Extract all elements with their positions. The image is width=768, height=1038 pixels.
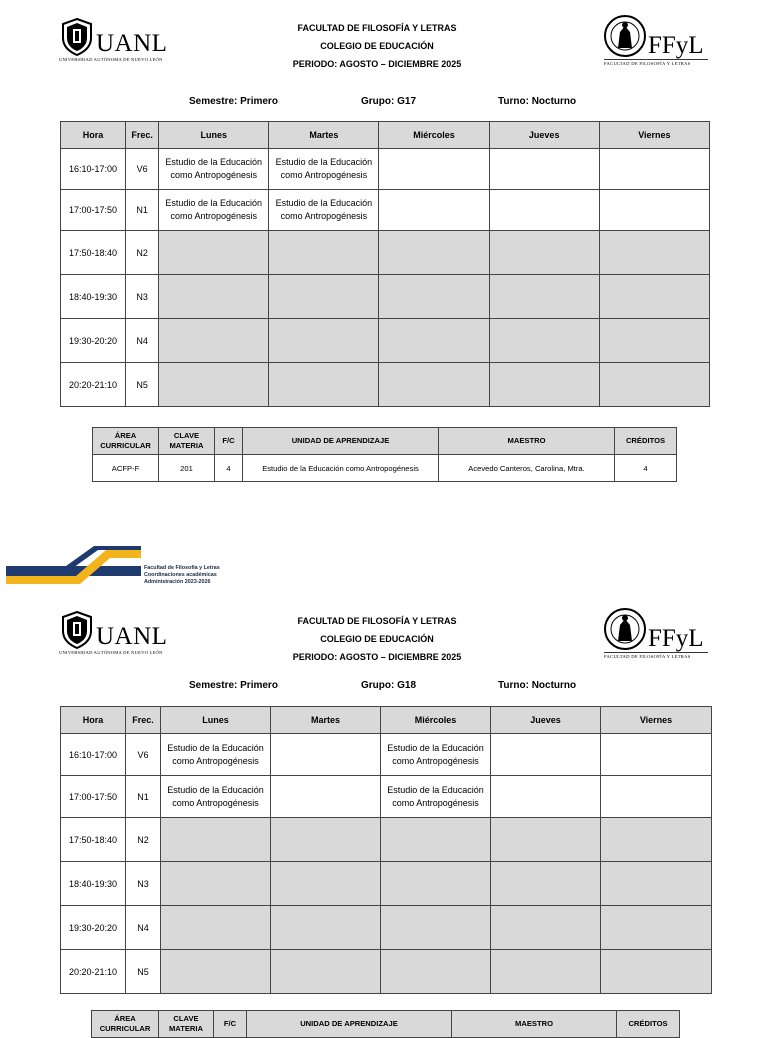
table-row <box>61 950 712 994</box>
uanl-logo <box>58 16 170 66</box>
empty-cell <box>161 818 271 862</box>
table-row <box>61 818 712 862</box>
time-cell: 17:00-17:50 <box>61 776 126 818</box>
time-cell: 17:50-18:40 <box>61 818 126 862</box>
time-cell: 18:40-19:30 <box>61 862 126 906</box>
ffyl-divider <box>604 59 708 60</box>
time-cell: 19:30-20:20 <box>61 906 126 950</box>
empty-cell <box>601 950 712 994</box>
empty-cell <box>271 818 381 862</box>
empty-cell <box>271 906 381 950</box>
table-row <box>61 862 712 906</box>
class-cell: Estudio de la Educación como Antropogénesis <box>269 190 379 231</box>
col-header-area: ÁREA CURRICULAR <box>92 1011 159 1038</box>
table-row <box>61 275 710 319</box>
freq-cell: N2 <box>126 231 159 275</box>
key-cell: 201 <box>159 455 215 482</box>
empty-cell <box>379 231 489 275</box>
banner-line-3: Administración 2023-2026 <box>144 579 211 585</box>
empty-cell <box>159 363 269 407</box>
col-header-jueves: Jueves <box>489 122 599 149</box>
empty-cell <box>271 862 381 906</box>
uanl-subtitle: UNIVERSIDAD AUTÓNOMA DE NUEVO LEÓN <box>59 57 163 62</box>
col-header-maestro: MAESTRO <box>439 428 615 455</box>
freq-cell: N1 <box>126 776 161 818</box>
empty-cell <box>491 906 601 950</box>
subject-header-row <box>92 1011 680 1038</box>
uanl-shield-icon <box>60 18 94 56</box>
empty-cell <box>269 275 379 319</box>
time-cell: 18:40-19:30 <box>61 275 126 319</box>
empty-cell <box>491 818 601 862</box>
class-cell: Estudio de la Educación como Antropogénesis <box>381 776 491 818</box>
ffyl-subtitle: FACULTAD DE FILOSOFÍA Y LETRAS <box>604 654 691 659</box>
empty-cell <box>271 776 381 818</box>
time-cell: 19:30-20:20 <box>61 319 126 363</box>
empty-cell <box>379 149 489 190</box>
ffyl-seal-icon <box>603 607 647 651</box>
empty-cell <box>599 149 709 190</box>
time-cell: 17:50-18:40 <box>61 231 126 275</box>
class-cell: Estudio de la Educación como Antropogénesis <box>161 734 271 776</box>
schedule-table <box>60 706 712 994</box>
coordination-banner <box>6 546 308 590</box>
uanl-wordmark: UANL <box>96 30 168 57</box>
col-header-fc: F/C <box>214 1011 247 1038</box>
empty-cell <box>269 319 379 363</box>
empty-cell <box>489 190 599 231</box>
empty-cell <box>599 363 709 407</box>
empty-cell <box>491 734 601 776</box>
time-cell: 17:00-17:50 <box>61 190 126 231</box>
subject-table <box>92 427 677 482</box>
schedule-header-row <box>61 707 712 734</box>
empty-cell <box>599 190 709 231</box>
area-cell: ACFP-F <box>93 455 159 482</box>
ffyl-divider <box>604 652 708 653</box>
table-row <box>61 231 710 275</box>
empty-cell <box>269 363 379 407</box>
unit-cell: Estudio de la Educación como Antropogénesis <box>243 455 439 482</box>
empty-cell <box>271 734 381 776</box>
class-cell: Estudio de la Educación como Antropogénesis <box>159 149 269 190</box>
empty-cell <box>601 906 712 950</box>
col-header-miercoles: Miércoles <box>381 707 491 734</box>
col-header-miercoles: Miércoles <box>379 122 489 149</box>
empty-cell <box>381 818 491 862</box>
empty-cell <box>271 950 381 994</box>
table-row <box>61 906 712 950</box>
empty-cell <box>489 275 599 319</box>
table-row <box>61 190 710 231</box>
subject-table <box>91 1010 680 1038</box>
class-cell: Estudio de la Educación como Antropogénesis <box>159 190 269 231</box>
freq-cell: N2 <box>126 818 161 862</box>
table-row <box>93 455 677 482</box>
empty-cell <box>379 275 489 319</box>
credits-cell: 4 <box>615 455 677 482</box>
subject-header-row <box>93 428 677 455</box>
ffyl-logo <box>603 605 711 663</box>
col-header-maestro: MAESTRO <box>452 1011 617 1038</box>
empty-cell <box>491 776 601 818</box>
empty-cell <box>379 319 489 363</box>
col-header-lunes: Lunes <box>161 707 271 734</box>
empty-cell <box>489 319 599 363</box>
empty-cell <box>601 862 712 906</box>
empty-cell <box>601 818 712 862</box>
class-cell: Estudio de la Educación como Antropogénesis <box>161 776 271 818</box>
freq-cell: V6 <box>126 734 161 776</box>
empty-cell <box>489 231 599 275</box>
ffyl-subtitle: FACULTAD DE FILOSOFÍA Y LETRAS <box>604 61 691 66</box>
col-header-frec: Frec. <box>126 122 159 149</box>
empty-cell <box>601 734 712 776</box>
ffyl-wordmark: FFyL <box>648 32 704 59</box>
empty-cell <box>489 363 599 407</box>
freq-cell: N3 <box>126 862 161 906</box>
freq-cell: N4 <box>126 906 161 950</box>
semester-label: Semestre: Primero <box>189 680 278 691</box>
period-title: PERIODO: AGOSTO – DICIEMBRE 2025 <box>292 652 462 662</box>
time-cell: 20:20-21:10 <box>61 950 126 994</box>
empty-cell <box>159 319 269 363</box>
uanl-wordmark: UANL <box>96 623 168 650</box>
col-header-frec: Frec. <box>126 707 161 734</box>
freq-cell: N1 <box>126 190 159 231</box>
group-label: Grupo: G17 <box>361 96 417 107</box>
college-title: COLEGIO DE EDUCACIÓN <box>320 634 434 644</box>
fc-cell: 4 <box>215 455 243 482</box>
col-header-unidad: UNIDAD DE APRENDIZAJE <box>243 428 439 455</box>
empty-cell <box>381 950 491 994</box>
empty-cell <box>161 906 271 950</box>
uanl-shield-icon <box>60 611 94 649</box>
col-header-jueves: Jueves <box>491 707 601 734</box>
col-header-unidad: UNIDAD DE APRENDIZAJE <box>247 1011 452 1038</box>
ffyl-seal-icon <box>603 14 647 58</box>
table-row <box>61 149 710 190</box>
col-header-creditos: CRÉDITOS <box>615 428 677 455</box>
banner-stripes-icon <box>6 546 141 590</box>
class-cell: Estudio de la Educación como Antropogénesis <box>269 149 379 190</box>
faculty-title: FACULTAD DE FILOSOFÍA Y LETRAS <box>297 616 457 626</box>
col-header-clave: CLAVE MATERIA <box>159 1011 214 1038</box>
class-cell: Estudio de la Educación como Antropogénesis <box>381 734 491 776</box>
shift-label: Turno: Nocturno <box>498 680 577 691</box>
time-cell: 16:10-17:00 <box>61 149 126 190</box>
freq-cell: V6 <box>126 149 159 190</box>
col-header-martes: Martes <box>271 707 381 734</box>
table-row <box>61 776 712 818</box>
col-header-lunes: Lunes <box>159 122 269 149</box>
empty-cell <box>601 776 712 818</box>
empty-cell <box>161 862 271 906</box>
time-cell: 20:20-21:10 <box>61 363 126 407</box>
schedule-header-row <box>61 122 710 149</box>
ffyl-wordmark: FFyL <box>648 625 704 652</box>
ffyl-logo <box>603 12 711 70</box>
empty-cell <box>159 231 269 275</box>
teacher-cell: Acevedo Canteros, Carolina, Mtra. <box>439 455 615 482</box>
schedule-table <box>60 121 710 407</box>
empty-cell <box>491 862 601 906</box>
empty-cell <box>379 363 489 407</box>
empty-cell <box>491 950 601 994</box>
semester-label: Semestre: Primero <box>189 96 278 107</box>
freq-cell: N4 <box>126 319 159 363</box>
empty-cell <box>599 231 709 275</box>
empty-cell <box>159 275 269 319</box>
freq-cell: N3 <box>126 275 159 319</box>
faculty-title: FACULTAD DE FILOSOFÍA Y LETRAS <box>297 23 457 33</box>
empty-cell <box>379 190 489 231</box>
col-header-viernes: Viernes <box>599 122 709 149</box>
empty-cell <box>599 319 709 363</box>
empty-cell <box>161 950 271 994</box>
group-label: Grupo: G18 <box>361 680 417 691</box>
shift-label: Turno: Nocturno <box>498 96 577 107</box>
col-header-martes: Martes <box>269 122 379 149</box>
col-header-area: ÁREA CURRICULAR <box>93 428 159 455</box>
banner-line-2: Coordinaciones académicas <box>144 572 217 578</box>
empty-cell <box>269 231 379 275</box>
empty-cell <box>489 149 599 190</box>
col-header-hora: Hora <box>61 122 126 149</box>
period-title: PERIODO: AGOSTO – DICIEMBRE 2025 <box>292 59 462 69</box>
freq-cell: N5 <box>126 363 159 407</box>
empty-cell <box>381 862 491 906</box>
college-title: COLEGIO DE EDUCACIÓN <box>320 41 434 51</box>
col-header-viernes: Viernes <box>601 707 712 734</box>
col-header-fc: F/C <box>215 428 243 455</box>
time-cell: 16:10-17:00 <box>61 734 126 776</box>
banner-line-1: Facultad de Filosofía y Letras <box>144 565 220 571</box>
table-row <box>61 319 710 363</box>
col-header-creditos: CRÉDITOS <box>617 1011 680 1038</box>
uanl-subtitle: UNIVERSIDAD AUTÓNOMA DE NUEVO LEÓN <box>59 650 163 655</box>
freq-cell: N5 <box>126 950 161 994</box>
empty-cell <box>599 275 709 319</box>
col-header-hora: Hora <box>61 707 126 734</box>
col-header-clave: CLAVE MATERIA <box>159 428 215 455</box>
uanl-logo <box>58 609 170 659</box>
table-row <box>61 734 712 776</box>
empty-cell <box>381 906 491 950</box>
table-row <box>61 363 710 407</box>
